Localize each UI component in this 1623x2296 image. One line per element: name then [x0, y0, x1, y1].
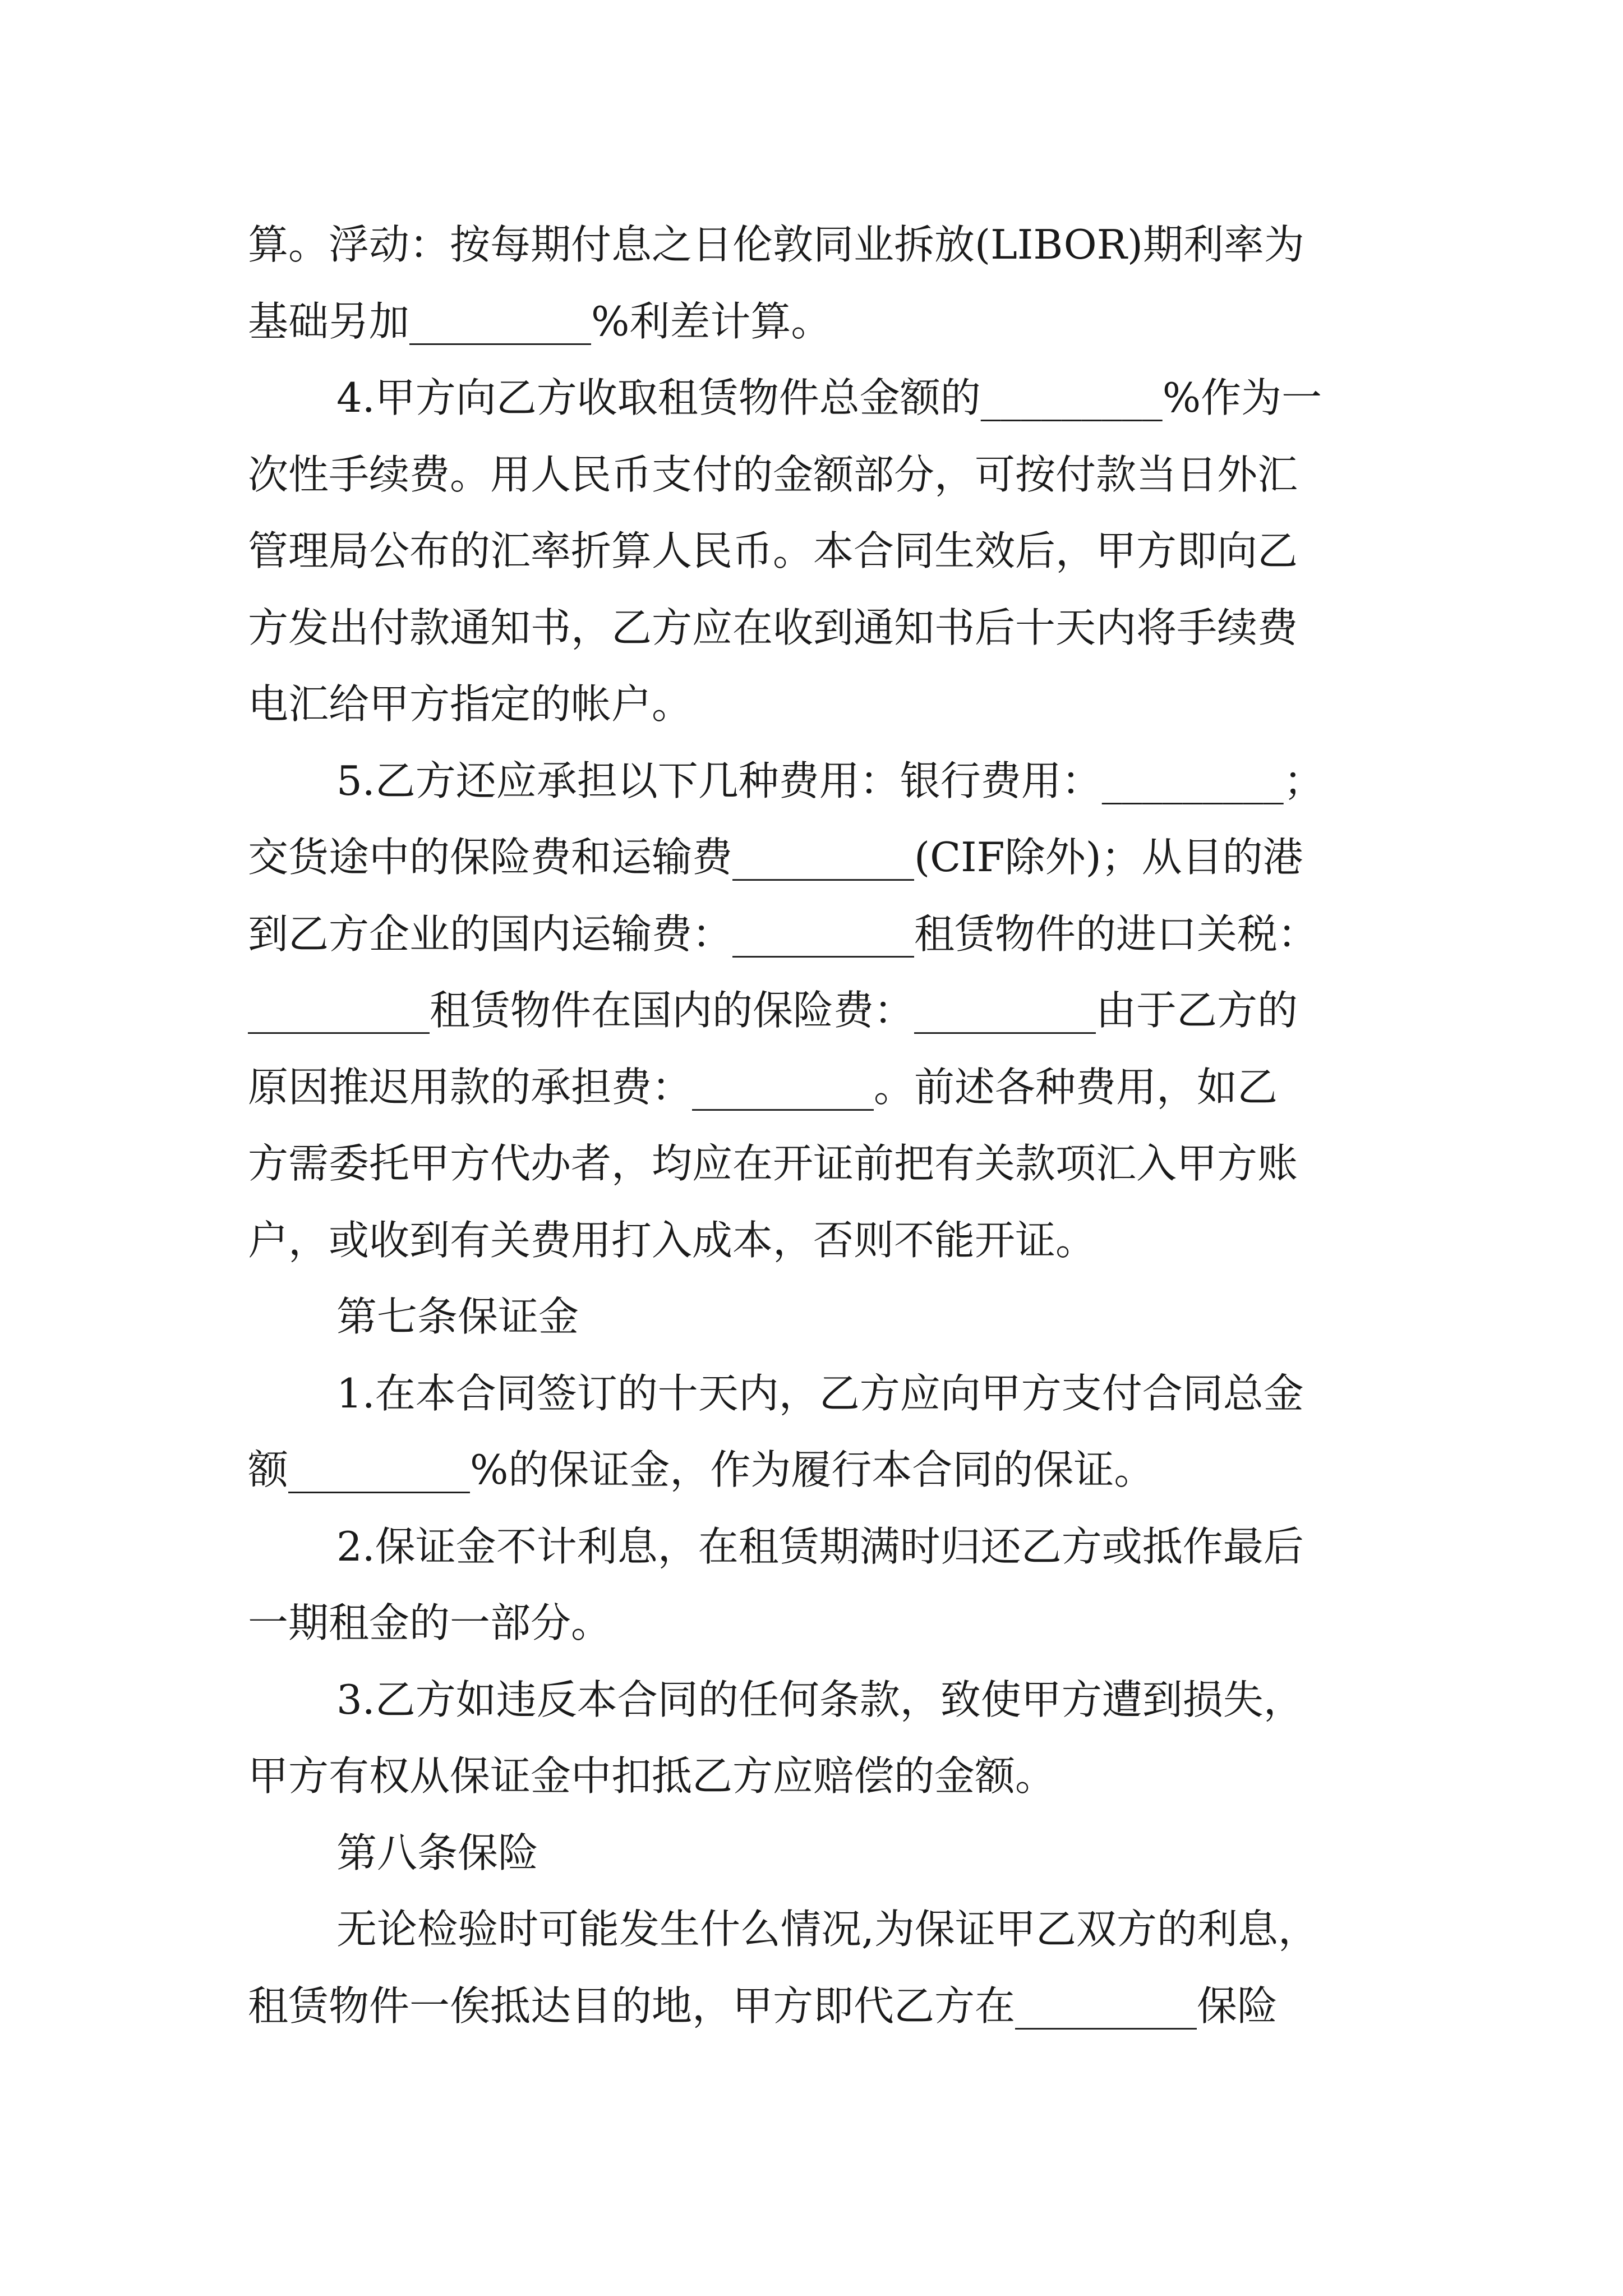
text-line: _________租赁物件在国内的保险费：_________由于乙方的 [248, 987, 1298, 1034]
text-line: 5.乙方还应承担以下几种费用：银行费用：_________； [336, 757, 1324, 804]
text-line: 3.乙方如违反本合同的任何条款，致使甲方遭到损失， [336, 1676, 1304, 1723]
text-line: 方发出付款通知书，乙方应在收到通知书后十天内将手续费 [248, 604, 1298, 651]
text-line: 4.甲方向乙方收取租赁物件总金额的_________%作为一 [336, 374, 1322, 421]
text-line: 一期租金的一部分。 [248, 1599, 612, 1646]
document-body [248, 206, 1375, 2044]
text-line: 交货途中的保险费和运输费_________(CIF除外)；从目的港 [248, 834, 1303, 881]
text-line: 管理局公布的汇率折算人民币。本合同生效后，甲方即向乙 [248, 527, 1298, 574]
text-line: 无论检验时可能发生什么情况,为保证甲乙双方的利息， [336, 1906, 1318, 1953]
text-line: 原因推迟用款的承担费：_________。前述各种费用，如乙 [248, 1063, 1278, 1111]
text-line: 1.在本合同签订的十天内，乙方应向甲方支付合同总金 [336, 1369, 1304, 1417]
text-line: 到乙方企业的国内运输费：_________租赁物件的进口关税： [248, 910, 1318, 958]
text-line: 租赁物件一俟抵达目的地，甲方即代乙方在_________保险 [248, 1982, 1278, 2030]
text-line: 2.保证金不计利息，在租赁期满时归还乙方或抵作最后 [336, 1522, 1304, 1570]
text-line: 电汇给甲方指定的帐户。 [248, 680, 693, 728]
text-line: 算。浮动：按每期付息之日伦敦同业拆放(LIBOR)期利率为 [248, 221, 1304, 268]
text-line: 方需委托甲方代办者，均应在开证前把有关款项汇入甲方账 [248, 1140, 1298, 1187]
text-line: 第七条保证金 [336, 1293, 579, 1340]
text-line: 第八条保险 [336, 1829, 539, 1876]
text-line: 甲方有权从保证金中扣抵乙方应赔偿的金额。 [248, 1752, 1056, 1800]
text-line: 户，或收到有关费用打入成本，否则不能开证。 [248, 1216, 1096, 1264]
text-line: 基础另加_________%利差计算。 [248, 297, 832, 345]
text-line: 额_________%的保证金，作为履行本合同的保证。 [248, 1446, 1155, 1493]
text-line: 次性手续费。用人民币支付的金额部分，可按付款当日外汇 [248, 450, 1298, 498]
